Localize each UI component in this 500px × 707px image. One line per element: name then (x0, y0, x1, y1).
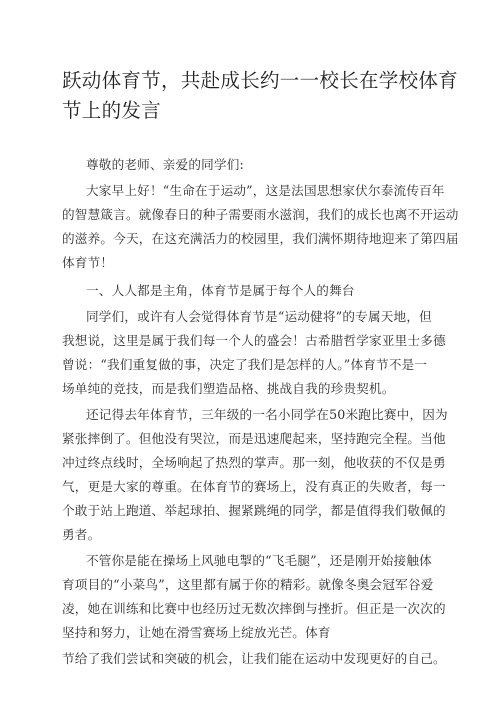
paragraph-line: 个敢于站上跑道、举起球拍、握紧跳绳的同学，都是值得我们敬佩的 (62, 503, 446, 518)
paragraph-line: 曾说：“我们重复做的事，决定了我们是怎样的人。”体育节不是一 (62, 357, 428, 372)
paragraph-line: 的滋养。今天，在这充满活力的校园里，我们满怀期待地迎来了第四届 (62, 231, 459, 246)
paragraph-line: 凌，她在训练和比赛中也经历过无数次摔倒与挫折。但正是一次次的 (62, 601, 446, 616)
paragraph-line: 勇者。 (62, 527, 101, 542)
paragraph-line: 冲过终点线时，全场响起了热烈的掌声。那一刻，他收获的不仅是勇 (62, 455, 446, 470)
paragraph-line: 坚持和努力，让她在滑雪赛场上绽放光芒。体育 (62, 625, 331, 640)
document-title: 跃动体育节，共赴成长约一一校长在学校体育节上的发言 (62, 69, 459, 122)
paragraph-line: 同学们，或许有人会觉得体育节是“运动健将”的专属天地，但 (86, 309, 432, 324)
paragraph-line: 不管你是能在操场上风驰电掣的“飞毛腿”，还是刚开始接触体 (86, 553, 432, 568)
paragraph-line: 还记得去年体育节，三年级的一名小同学在50米跑比赛中，因为 (86, 407, 448, 422)
paragraph-line: 育项目的“小菜鸟”，这里都有属于你的精彩。就像冬奥会冠军谷爱 (62, 577, 434, 592)
salutation: 尊敬的老师、亲爱的同学们: (86, 157, 244, 172)
paragraph-line: 节给了我们尝试和突破的机会，让我们能在运动中发现更好的自己。 (62, 651, 446, 666)
paragraph-line: 体育节！ (62, 255, 114, 270)
paragraph-line: 气，更是大家的尊重。在体育节的赛场上，没有真正的失败者，每一 (62, 479, 446, 494)
section-heading: 一、人人都是主角，体育节是属于每个人的舞台 (86, 283, 355, 298)
paragraph-line: 我想说，这里是属于我们每一个人的盛会！古希腊哲学家亚里士多德 (62, 333, 446, 348)
paragraph-line: 的智慧箴言。就像春日的种子需要雨水滋润，我们的成长也离不开运动 (62, 207, 459, 222)
paragraph-line: 场单纯的竞技，而是我们塑造品格、挑战自我的珍贵契机。 (62, 381, 395, 396)
paragraph-line: 紧张摔倒了。但他没有哭泣，而是迅速爬起来，坚持跑完全程。当他 (62, 431, 446, 446)
paragraph-line: 大家早上好！“生命在于运动”，这是法国思想家伏尔泰流传百年 (86, 183, 445, 198)
